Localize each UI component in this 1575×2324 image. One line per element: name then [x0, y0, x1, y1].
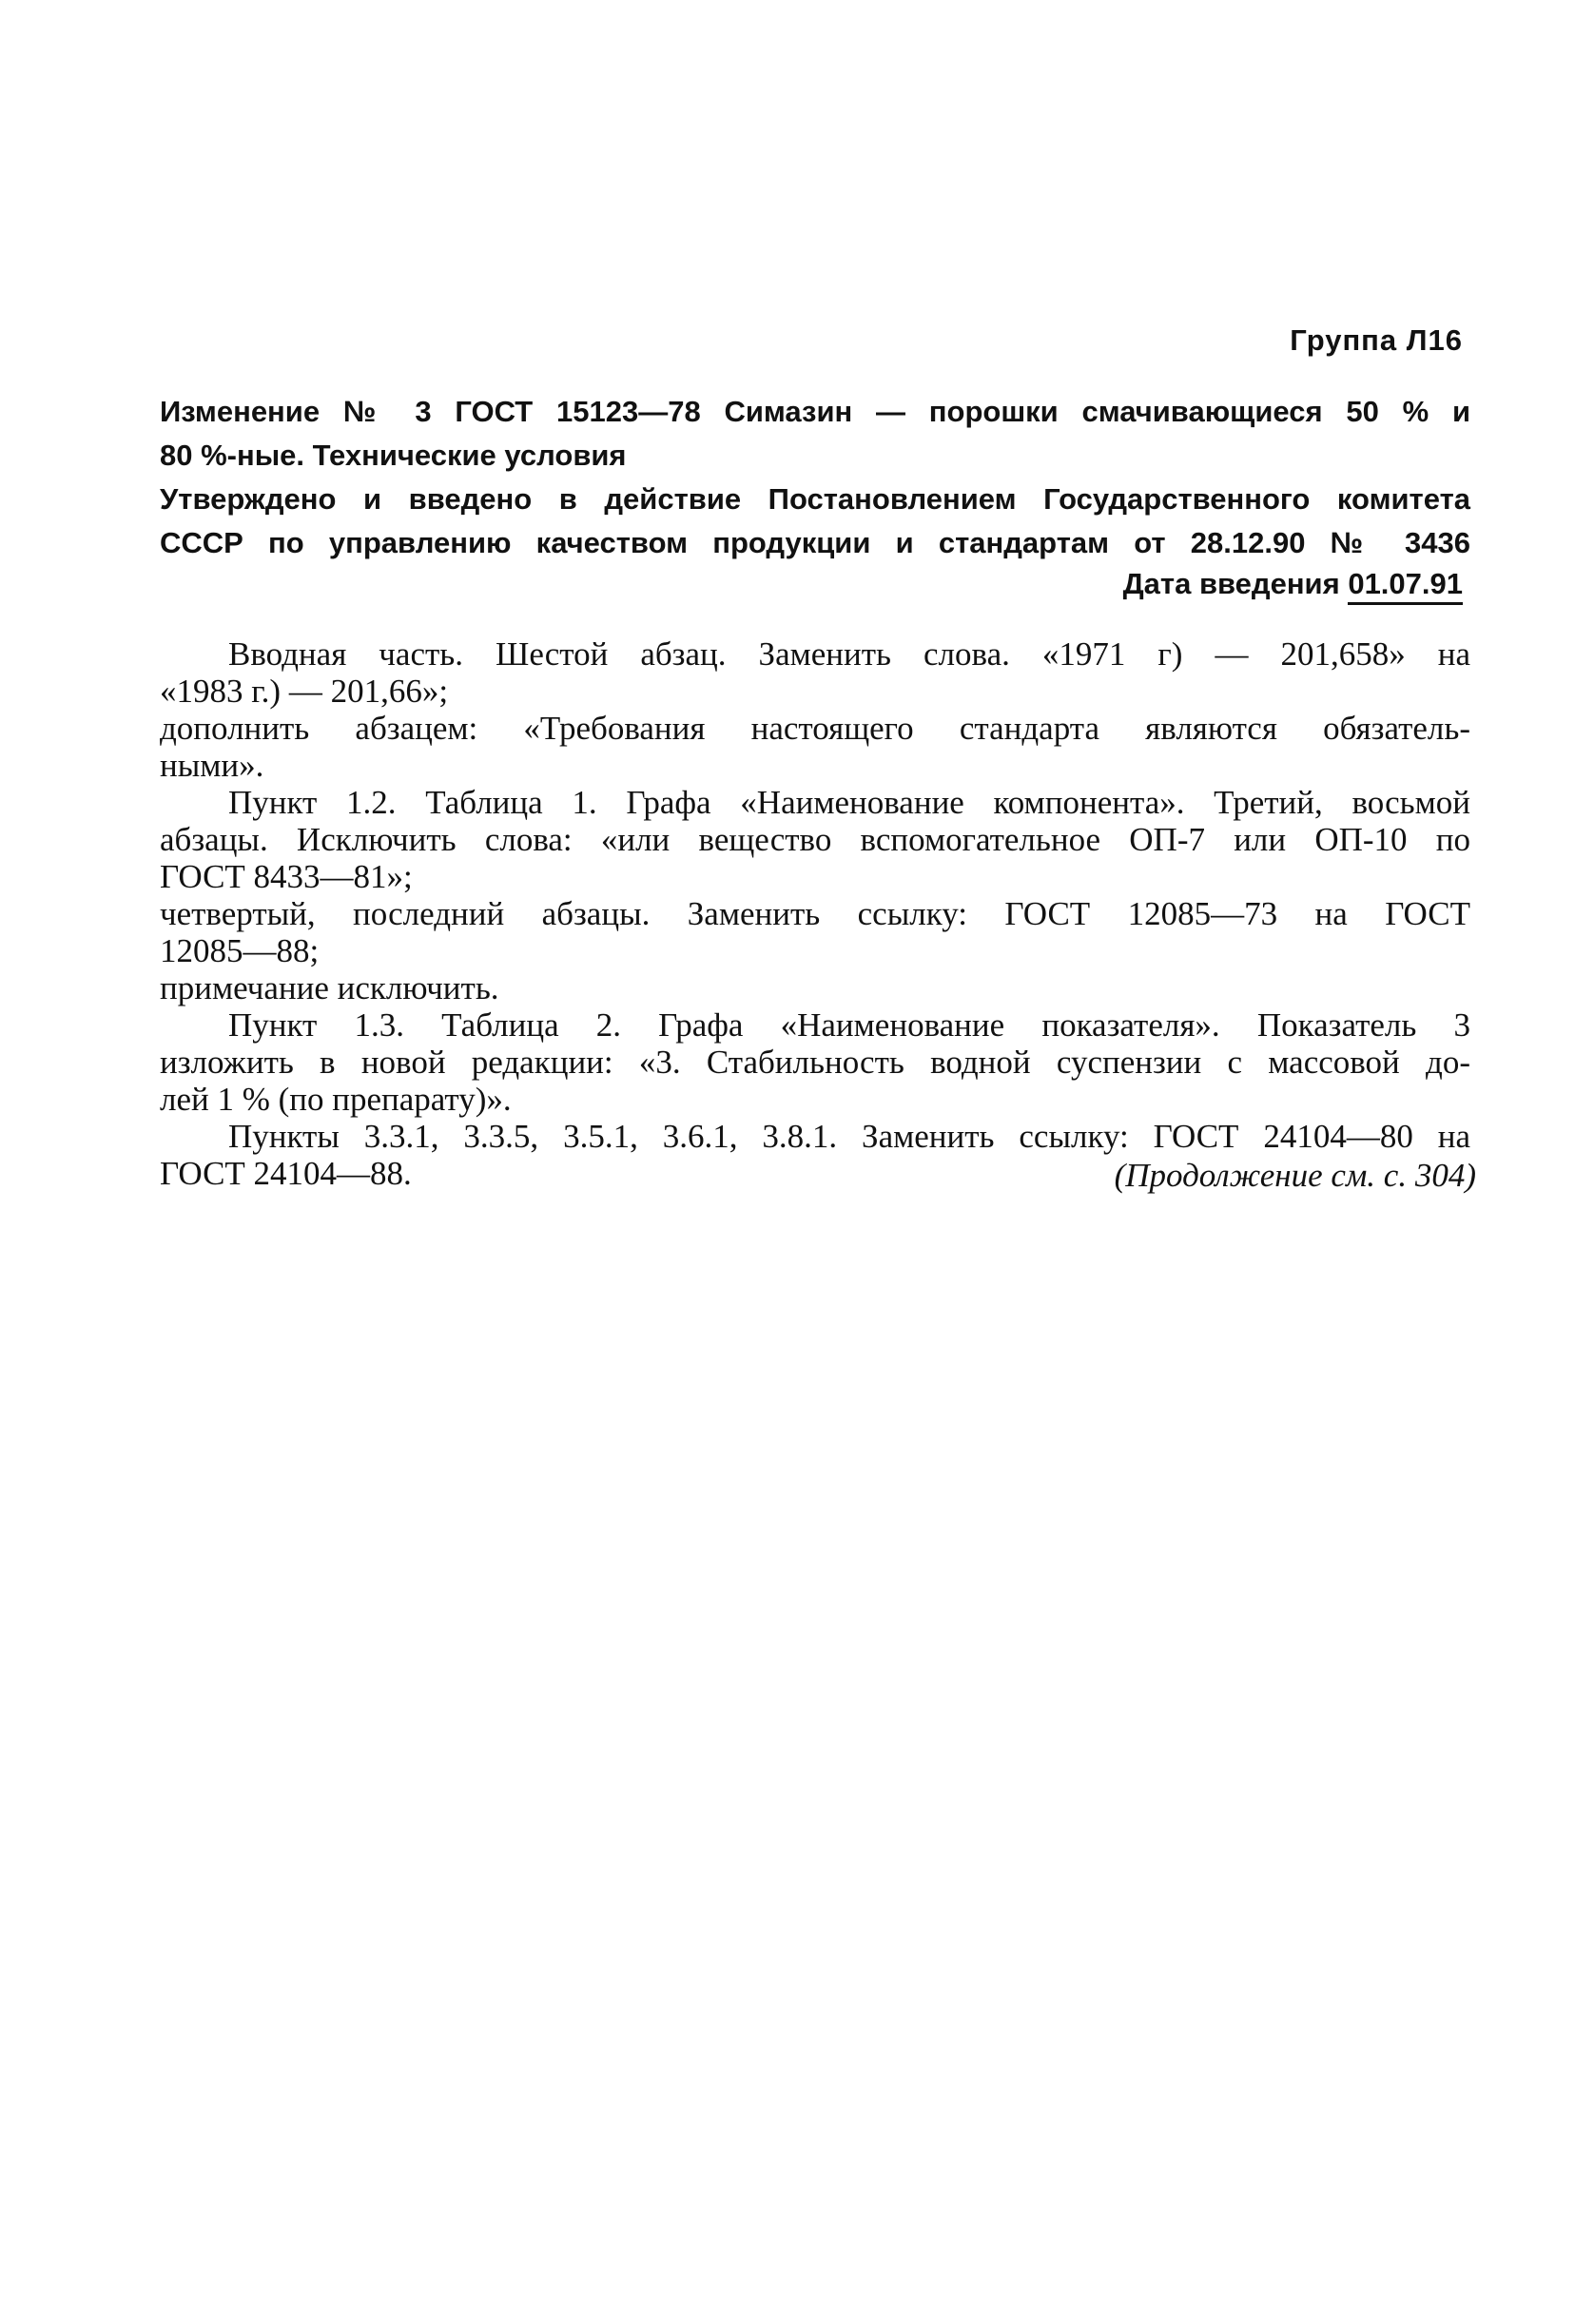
- body-line: Пункты 3.3.1, 3.3.5, 3.5.1, 3.6.1, 3.8.1. Заменить ссылку: ГОСТ 24104—80 на: [228, 1118, 1470, 1155]
- body-line: Пункт 1.2. Таблица 1. Графа «Наименование компонента». Третий, восьмой: [228, 784, 1470, 821]
- body-line: «1983 г.) — 201,66»;: [160, 673, 449, 710]
- body-line: абзацы. Исключить слова: «или вещество вспомогательное ОП-7 или ОП-10 по: [160, 821, 1470, 858]
- body-line: ГОСТ 24104—88.: [160, 1155, 412, 1192]
- intro-date-value: 01.07.91: [1348, 567, 1463, 605]
- body-line: Пункт 1.3. Таблица 2. Графа «Наименование показателя». Показатель 3: [228, 1006, 1470, 1044]
- body-text: [160, 635, 1470, 1192]
- body-line: ными».: [160, 747, 264, 784]
- group-label: Группа Л16: [1290, 323, 1463, 357]
- approval-line-2: СССР по управлению качеством продукции и стандартам от 28.12.90 № 3436: [160, 526, 1470, 559]
- body-line: Вводная часть. Шестой абзац. Заменить слова. «1971 г) — 201,658» на: [228, 635, 1470, 673]
- continuation-note: (Продолжение см. с. 304): [1114, 1157, 1476, 1194]
- body-line: дополнить абзацем: «Требования настоящего стандарта являются обязатель-: [160, 710, 1470, 747]
- body-line: четвертый, последний абзацы. Заменить ссылку: ГОСТ 12085—73 на ГОСТ: [160, 895, 1470, 932]
- intro-date: [1123, 567, 1463, 601]
- change-title-line-1: Изменение № 3 ГОСТ 15123—78 Симазин — порошки смачивающиеся 50 % и: [160, 395, 1470, 428]
- body-line: лей 1 % (по препарату)».: [160, 1081, 512, 1118]
- change-title: [160, 390, 1470, 478]
- approval-statement: [160, 478, 1470, 565]
- change-title-line-2: 80 %-ные. Технические условия: [160, 439, 627, 472]
- body-line: примечание исключить.: [160, 969, 499, 1006]
- approval-line-1: Утверждено и введено в действие Постановлением Государственного комитета: [160, 482, 1470, 516]
- body-line: ГОСТ 8433—81»;: [160, 858, 413, 895]
- intro-date-label: Дата введения: [1122, 567, 1340, 600]
- body-line: 12085—88;: [160, 932, 320, 969]
- body-line: изложить в новой редакции: «3. Стабильность водной суспензии с массовой до-: [160, 1044, 1470, 1081]
